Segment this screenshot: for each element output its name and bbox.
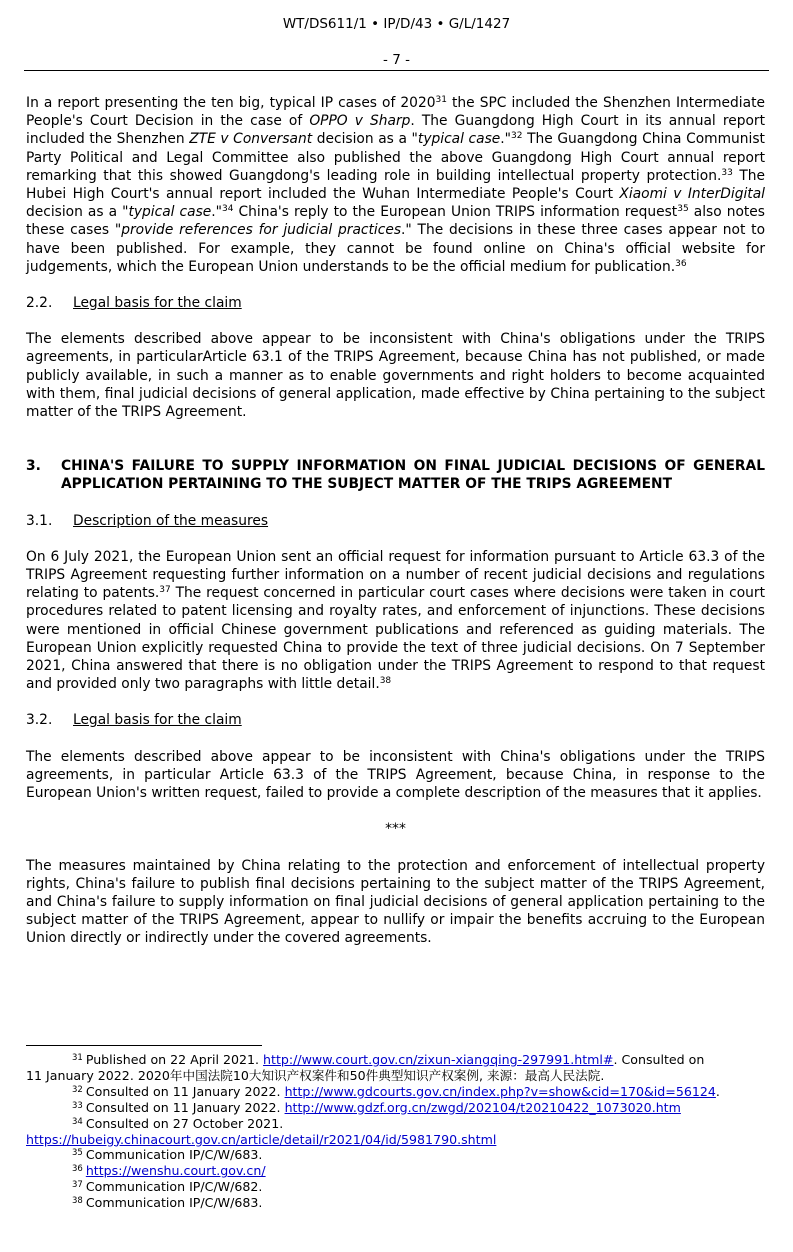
footnote-link[interactable]: https://hubeigy.chinacourt.gov.cn/article/detail/r2021/04/id/5981790.shtml (26, 1131, 497, 1147)
page-number: - 7 - (383, 52, 410, 68)
text: China's reply to the European Union TRIPS information request (233, 204, 678, 221)
section-title: Description of the measures (73, 512, 269, 529)
footnote-ref-37[interactable]: 37 (159, 585, 171, 596)
section-title: Legal basis for the claim (73, 295, 242, 312)
text: The request concerned in particular court cases where decisions were taken in court procedures related to patent licensing and royalty rates, and enforcement of injunctions. These decisions were mentioned in official Chinese government publications and referenced as guiding materials. The European Union explicitly requested China to provide the text of three judicial decisions. On 7 September 2021, China answered that there is no obligation under the TRIPS Agreement to respond to that request and provided only two paragraphs with little detail. (26, 585, 765, 693)
text: Consulted on 27 October 2021. (85, 1115, 284, 1131)
paragraph-information-request (26, 548, 765, 694)
header-divider (24, 70, 769, 71)
footnote-34-continued (26, 1132, 771, 1148)
footnote-number: 31 (72, 1053, 83, 1063)
paragraph-legal-basis-63-3: The elements described above appear to be inconsistent with China's obligations under the TRIPS agreements, in particular Article 63.3 of the TRIPS Agreement, because China, in response to the European Union's written request, failed to provide a complete description of the measures that it applies. (26, 748, 765, 802)
case-name: ZTE v Conversant (189, 131, 313, 148)
text: In a report presenting the ten big, typical IP cases of 2020 (26, 95, 436, 111)
text: Consulted on 11 January 2022. (85, 1083, 285, 1099)
case-name: OPPO v Sharp (309, 113, 411, 130)
text: Communication IP/C/W/682. (85, 1179, 263, 1195)
section-number: 3. (26, 458, 41, 475)
text: decision as a " (26, 204, 129, 221)
footnote-number: 34 (72, 1116, 83, 1127)
text: ." (211, 204, 223, 221)
footnote-ref-38[interactable]: 38 (379, 676, 392, 687)
footnote-ref-33[interactable]: 33 (721, 167, 733, 178)
text: also notes these cases " (26, 204, 765, 239)
footnote-ref-34[interactable]: 34 (222, 204, 234, 215)
footnote-ref-35[interactable]: 35 (677, 204, 689, 215)
paragraph-typical-cases (26, 94, 765, 276)
text: The Hubei High Court's annual report included the Wuhan Intermediate People's Court (26, 167, 766, 203)
quote: provide references for judicial practices (121, 222, 402, 239)
footnote-link[interactable]: http://www.gdzf.org.cn/zwgd/202104/t20210422_1073020.htm (284, 1099, 681, 1115)
footnote-33 (26, 1100, 771, 1116)
footnote-number: 37 (72, 1180, 83, 1191)
footnote-36 (26, 1163, 771, 1179)
footnote-number: 35 (72, 1148, 83, 1159)
section-heading-3 (26, 457, 765, 493)
footnote-34 (26, 1116, 771, 1132)
text: ." (500, 131, 512, 148)
quote: typical case (128, 204, 212, 221)
footnote-31 (26, 1052, 771, 1068)
text: The Guangdong China Communist Party Political and Legal Committee also published the above Guangdong High Court annual report remarking that this showed Guangdong's leading role in building intellectual property protection. (26, 131, 765, 184)
section-title: CHINA'S FAILURE TO SUPPLY INFORMATION ON FINAL JUDICIAL DECISIONS OF GENERAL APPLICATION PERTAINING TO THE SUBJECT MATTER OF THE TRIPS AGREEMENT (61, 458, 765, 493)
section-title: Legal basis for the claim (73, 712, 242, 729)
footnotes (26, 1052, 771, 1211)
footnote-number: 33 (72, 1100, 83, 1111)
text: Communication IP/C/W/683. (85, 1195, 263, 1211)
text: decision as a " (312, 131, 418, 148)
case-name: Xiaomi v InterDigital (619, 186, 765, 203)
text: On 6 July 2021, the European Union sent an official request for information pursuant to Article 63.3 of the TRIPS Agreement requesting further information on a number of recent judicial decisions and regulations relating to patents. (26, 548, 765, 602)
text: Communication IP/C/W/683. (85, 1147, 263, 1163)
section-heading-2-2 (26, 294, 765, 312)
text: ." The decisions in these three cases appear not to have been published. For example, they cannot be found online on China's official website for judgements, which the European Union understands to be the official medium for publication. (26, 222, 766, 275)
footnote-37 (26, 1179, 771, 1195)
footnote-31-continued: 11 January 2022. 2020年中国法院10大知识产权案件和50件典型知识产权案例, 来源：最高人民法院. (26, 1067, 605, 1083)
text: . The Guangdong High Court in its annual report included the Shenzhen (26, 113, 765, 148)
section-number: 3.2. (26, 712, 53, 729)
footnote-number: 36 (72, 1164, 83, 1175)
footnote-ref-36[interactable]: 36 (675, 258, 687, 269)
footnote-link[interactable]: http://www.court.gov.cn/zixun-xiangqing-297991.html# (263, 1052, 614, 1067)
paragraph-conclusion: The measures maintained by China relating to the protection and enforcement of intellectual property rights, China's failure to publish final decisions pertaining to the subject matter of the TRIPS Agreement, and China's failure to supply information on final judicial decisions of general application pertaining to the subject matter of the TRIPS Agreement, appear to nullify or impair the benefits accruing to the European Union directly or indirectly under the covered agreements. (26, 857, 765, 947)
document-symbol: WT/DS611/1 • IP/D/43 • G/L/1427 (282, 16, 511, 32)
main-content (26, 94, 765, 948)
footnote-number: 32 (72, 1084, 83, 1095)
text: the SPC included the Shenzhen Intermediate People's Court Decision in the case of (26, 95, 765, 130)
footnote-32 (26, 1084, 771, 1100)
text: . Consulted on (613, 1052, 705, 1067)
footnote-link[interactable]: https://wenshu.court.gov.cn/ (85, 1163, 266, 1179)
text: Consulted on 11 January 2022. (85, 1099, 285, 1115)
footnote-ref-31[interactable]: 31 (435, 95, 447, 105)
text: Published on 22 April 2021. (85, 1052, 264, 1067)
section-heading-3-2 (26, 711, 765, 729)
section-number: 3.1. (26, 512, 53, 529)
footnote-link[interactable]: http://www.gdcourts.gov.cn/index.php?v=show&cid=170&id=56124 (284, 1083, 716, 1099)
footnote-38 (26, 1195, 771, 1211)
paragraph-legal-basis-63-1: The elements described above appear to be inconsistent with China's obligations under the TRIPS agreements, in particularArticle 63.1 of the TRIPS Agreement, because China has not published, or made publicly available, in such a manner as to enable governments and right holders to become acquainted with them, final judicial decisions of general application, made effective by China pertaining to the subject matter of the TRIPS Agreement. (26, 331, 765, 421)
section-heading-3-1 (26, 512, 765, 530)
separator: *** (385, 821, 406, 838)
footnote-number: 38 (72, 1196, 83, 1207)
footnote-35 (26, 1147, 771, 1163)
text: . (715, 1083, 720, 1099)
footnote-divider (26, 1045, 262, 1046)
section-number: 2.2. (26, 295, 53, 312)
quote: typical case (417, 131, 501, 148)
footnote-ref-32[interactable]: 32 (511, 131, 523, 142)
